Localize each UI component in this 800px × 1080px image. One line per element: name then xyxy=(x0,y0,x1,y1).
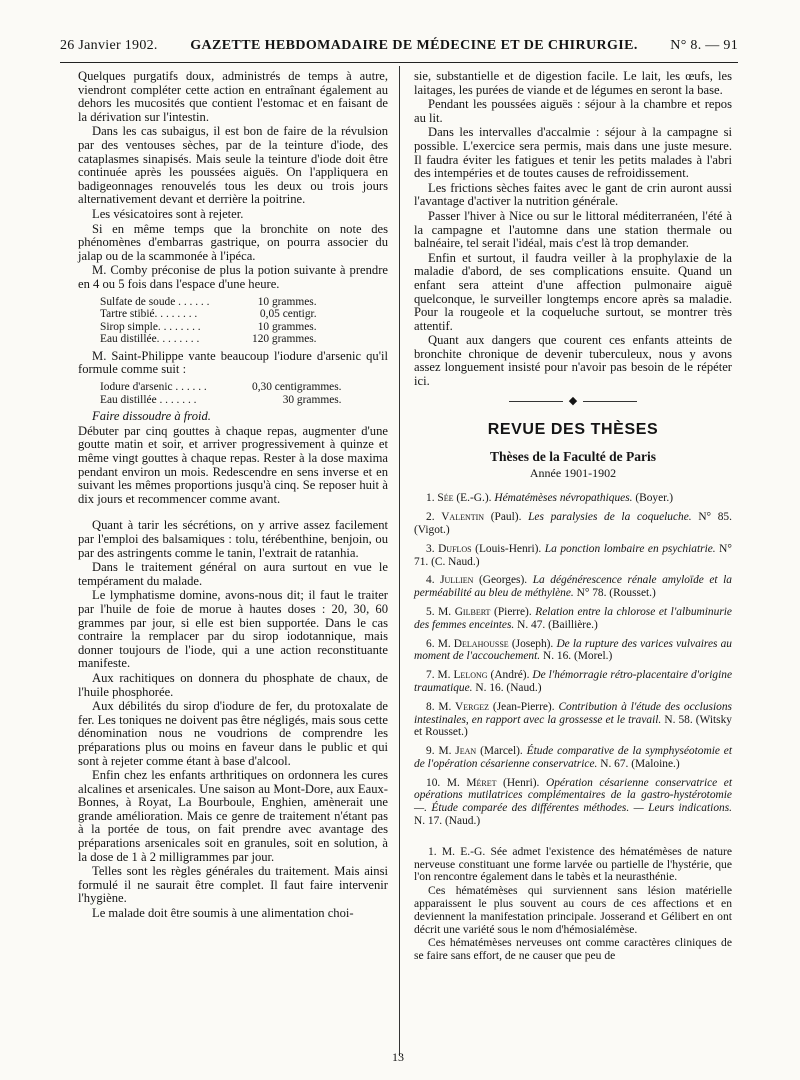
left-column xyxy=(78,70,388,922)
formula-drug: Iodure d'arsenic . . . . . . xyxy=(100,381,207,394)
thesis-author-first: (André). xyxy=(490,669,530,682)
thesis-author-first: (Louis-Henri). xyxy=(475,542,542,555)
thesis-author: Sée xyxy=(437,492,454,505)
paragraph: Quelques purgatifs doux, administrés de temps à autre, viendront compléter cette action en entraînant également au dehors les mucosités que contient l'estomac et en faisant de la dérivation sur l'intestin. xyxy=(78,69,388,124)
thesis-title: De l'hémorragie rétro-placentaire d'origine traumatique. xyxy=(414,669,733,694)
paragraph: Pendant les poussées aiguës : séjour à la chambre et repos au lit. xyxy=(414,97,732,125)
formula-qty: 120 grammes. xyxy=(252,333,317,346)
list-item xyxy=(414,492,732,505)
thesis-title: De la rupture des varices vulvaires au moment de l'accouchement. xyxy=(414,637,732,663)
running-header xyxy=(60,38,738,60)
ornament-line xyxy=(583,401,637,402)
thesis-title: La dégénérescence rénale amyloïde et la perméabilité au bleu de méthylène. xyxy=(414,574,732,600)
formula-row xyxy=(100,321,321,334)
list-item xyxy=(414,777,732,828)
thesis-number: 9. xyxy=(426,745,435,758)
formula-drug: Eau distillée. . . . . . . . xyxy=(100,333,200,346)
thesis-number: 8. xyxy=(426,700,435,713)
section-subtitle: Thèses de la Faculté de Paris xyxy=(489,449,657,465)
thesis-author: M. Gilbert xyxy=(438,605,491,618)
paragraph: M. Comby préconise de plus la potion suivante à prendre en 4 ou 5 fois dans l'espace d'une heure. xyxy=(78,263,388,291)
paragraph: Ces hématémèses qui surviennent sans lésion matérielle apparaissent le plus souvent au cours de ces affections et en deviennent la manifestation principale. Josserand et Gélibert en ont décrit une variété sous le nom d'hémosialémèse. xyxy=(414,884,732,936)
diamond-icon: ◆ xyxy=(568,394,578,407)
thesis-publisher: N. 16. (Morel.) xyxy=(542,650,613,663)
list-item xyxy=(414,511,732,537)
thesis-author: M. Lelong xyxy=(437,669,488,682)
paragraph: Les frictions sèches faites avec le gant de crin auront aussi l'avantage d'activer la nutrition générale. xyxy=(414,180,732,209)
thesis-author: Jullien xyxy=(440,574,474,587)
thesis-publisher: (Boyer.) xyxy=(635,492,673,505)
formula-drug: Tartre stibié. . . . . . . . xyxy=(100,308,198,321)
header-rule xyxy=(60,62,738,63)
paragraph: Aux rachitiques on donnera du phosphate de chaux, de l'huile phosphorée. xyxy=(78,670,388,699)
list-item xyxy=(414,574,732,600)
thesis-publisher: N. 17. (Naud.) xyxy=(414,815,481,828)
paragraph: Ces hématémèses nerveuses ont comme caractères cliniques de se faire sans effort, de ne causer que peu de xyxy=(414,936,732,963)
header-page-number: N° 8. — 91 xyxy=(670,38,738,53)
paragraph: Enfin chez les enfants arthritiques on ordonnera les cures alcalines et arsenicales. Une saison au Mont-Dore, aux Eaux-Bonnes, à Royat, La Bourboule, Enghien, amènerait une grande amélioration. Mais ce genre de traitement n'étant pas à la portée de tous, on fait prendre avec avantage des préparations arsenicales soit en granules, soit en solution, à la dose de 1 à 2 milligrammes par jour. xyxy=(78,768,388,864)
thesis-publisher: N° 85. (Vigot.) xyxy=(414,511,732,536)
formula-instruction: Faire dissoudre à froid. xyxy=(92,409,211,424)
thesis-title: Étude comparative de la symphyséotomie et de l'opération césarienne conservatrice. xyxy=(414,745,733,770)
header-date: 26 Janvier 1902. xyxy=(60,38,158,53)
formula-row xyxy=(100,296,321,309)
academic-year: Année 1901-1902 xyxy=(529,465,617,480)
thesis-author-first: (Joseph). xyxy=(511,637,554,650)
paragraph: Aux débilités du sirop d'iodure de fer, du protoxalate de fer. Les toniques ne doivent pas être négligés, mais sous cette dénomination nous ne voudrions de comprendre les préparations plus ou moins en faveur dans le public et qui sont à rejeter comme étant à base d'alcool. xyxy=(78,699,388,768)
column-divider xyxy=(399,66,400,1056)
right-column xyxy=(414,70,732,964)
formula-saint-philippe xyxy=(100,381,346,406)
thesis-author: M. Vergez xyxy=(438,700,490,713)
section-title: REVUE DES THÈSES xyxy=(487,420,659,438)
paragraph: Le lymphatisme domine, avons-nous dit; il faut le traiter par l'huile de foie de morue à hautes doses : 20, 30, 60 grammes par jour, si elle est bien supportée. Dans le cas contraire la remplacer par du sirop iodotannique, mais donner toujours de l'iode, qui a une action reconstituante manifeste. xyxy=(78,588,388,671)
paragraph: Le malade doit être soumis à une alimentation choi- xyxy=(92,906,354,921)
formula-qty: 10 grammes. xyxy=(257,320,317,333)
formula-drug: Eau distillée . . . . . . . xyxy=(100,393,197,406)
list-item xyxy=(414,669,732,695)
thesis-title: Contribution à l'étude des occlusions intestinales, en rapport avec la grossesse et le travail. xyxy=(414,700,732,726)
paragraph: Dans les intervalles d'accalmie : séjour à la campagne si possible. L'exercice sera permis, mais dans une juste mesure. Il faudra éviter les fatigues et tenir les petits malades à l'abri des intempéries et de toutes causes de refroidissement. xyxy=(414,125,732,181)
paragraph: Enfin et surtout, il faudra veiller à la prophylaxie de la maladie d'abord, de ses complications ensuite. Quand un enfant sera atteint d'une affection pulmonaire aiguë quelconque, le surveiller longtemps encore après sa maladie. Pour la rougeole et la coqueluche surtout, se montrer très attentif. xyxy=(414,250,732,333)
paragraph: Dans les cas subaigus, il est bon de faire de la révulsion par des ventouses sèches, par de la teinture d'iode, des cataplasmes sinapisés. Mais seule la teinture d'iode doit être continuée après les poussées aiguës. On l'appliquera en badigeonnages renouvelés tous les deux ou trois jours alternativement devant et derrière la poitrine. xyxy=(78,124,388,207)
thesis-author-first: (Jean-Pierre). xyxy=(492,700,555,713)
list-item xyxy=(414,701,732,739)
formula-qty: 10 grammes. xyxy=(257,295,317,308)
thesis-number: 7. xyxy=(426,669,435,682)
formula-drug: Sulfate de soude . . . . . . xyxy=(100,295,210,308)
paragraph: M. Saint-Philippe vante beaucoup l'iodure d'arsenic qu'il formule comme suit : xyxy=(78,348,388,377)
paragraph: 1. M. E.-G. Sée admet l'existence des hématémèses de nature nerveuse constituant une forme larvée ou partielle de l'hystérie, que l'on rencontre également dans le tabès et la neurasthénie. xyxy=(414,844,732,884)
formula-comby xyxy=(100,296,321,346)
thesis-publisher: N. 67. (Maloine.) xyxy=(600,757,680,770)
thesis-author: M. Méret xyxy=(446,776,497,789)
thesis-author: Duflos xyxy=(438,542,472,555)
thesis-publisher: N° 78. (Rousset.) xyxy=(576,587,656,600)
list-item xyxy=(414,606,732,632)
formula-qty: 0,30 centigrammes. xyxy=(252,381,342,394)
theses-list xyxy=(414,492,732,828)
paragraph: sie, substantielle et de digestion facile. Le lait, les œufs, les laitages, les purées de viande et de légumes en seront la base. xyxy=(414,69,732,97)
formula-drug: Sirop simple. . . . . . . . xyxy=(100,320,201,333)
thesis-author: M. Jean xyxy=(438,745,477,758)
thesis-title: Hématémèses névropathiques. xyxy=(494,492,633,505)
paragraph: Passer l'hiver à Nice ou sur le littoral méditerranéen, l'été à la campagne et l'automne dans une station thermale ou balnéaire, tel serait l'idéal, mais c'est là trop demander. xyxy=(414,208,732,251)
thesis-publisher: N. 47. (Baillière.) xyxy=(517,618,598,631)
thesis-number: 5. xyxy=(426,605,435,618)
section-ornament xyxy=(414,395,732,409)
paragraph: Dans le traitement général on aura surtout en vue le tempérament du malade. xyxy=(78,560,388,588)
formula-qty: 0,05 centigr. xyxy=(259,308,317,321)
formula-row xyxy=(100,333,321,346)
thesis-author-first: (Pierre). xyxy=(494,605,532,618)
thesis-author-first: (Henri). xyxy=(503,776,540,789)
thesis-number: 3. xyxy=(426,542,435,555)
thesis-title: La ponction lombaire en psychiatrie. xyxy=(544,542,716,555)
thesis-title: Relation entre la chlorose et l'albuminurie des femmes enceintes. xyxy=(414,605,732,631)
thesis-publisher: N. 58. (Witsky et Rousset.) xyxy=(414,713,732,739)
list-item xyxy=(414,745,732,771)
paragraph: Débuter par cinq gouttes à chaque repas, augmenter d'une goutte matin et soir, et arriver progressivement à quinze et même vingt gouttes à chaque repas. Rester à la dose maxima pendant environ un mois. Redescendre en sens inverse et en suivant les mêmes proportions jusqu'à cinq. Se reposer huit à dix jours et recommencer comme avant. xyxy=(78,423,388,506)
paragraph: Les vésicatoires sont à rejeter. xyxy=(92,206,244,221)
formula-row xyxy=(100,394,346,407)
thesis-title: Les paralysies de la coqueluche. xyxy=(528,511,692,524)
thesis-title: Opération césarienne conservatrice et opérations mutilatrices complémentaires de la gastro-hystérotomie —. Étude comparée des différentes méthodes. — Leurs indications. xyxy=(414,776,732,815)
formula-row xyxy=(100,381,346,394)
thesis-number: 10. xyxy=(426,776,441,789)
list-item xyxy=(414,543,732,569)
thesis-author-first: (E.-G.). xyxy=(456,492,492,505)
paragraph: Quant à tarir les sécrétions, on y arrive assez facilement par l'emploi des balsamiques : tolu, térébenthine, benjoin, ou par des astringents comme le tanin, l'extrait de ratanhia. xyxy=(78,518,388,560)
thesis-author: M. Delahousse xyxy=(437,637,509,650)
thesis-publisher: N° 71. (C. Naud.) xyxy=(414,542,732,568)
paragraph: Si en même temps que la bronchite on note des phénomènes d'embarras gastrique, on pourra associer du jalap ou de la scammonée à l'ipéca. xyxy=(78,221,388,263)
paragraph: Quant aux dangers que courent ces enfants atteints de bronchite chronique de devenir tuberculeux, nous y avons assez longuement insisté pour n'avoir pas besoin de le répéter ici. xyxy=(414,333,732,389)
formula-row xyxy=(100,308,321,321)
thesis-publisher: N. 16. (Naud.) xyxy=(475,681,542,694)
page-signature: 13 xyxy=(392,1050,404,1064)
formula-qty: 30 grammes. xyxy=(282,393,342,406)
thesis-number: 6. xyxy=(426,637,435,650)
thesis-number: 1. xyxy=(426,492,435,505)
thesis-author: Valentin xyxy=(441,511,485,524)
list-item xyxy=(414,638,732,664)
header-title: GAZETTE HEBDOMADAIRE DE MÉDECINE ET DE CHIRURGIE. xyxy=(190,38,638,53)
thesis-number: 4. xyxy=(426,574,435,587)
thesis-number: 2. xyxy=(426,511,435,524)
thesis-author-first: (Marcel). xyxy=(480,745,523,758)
ornament-line xyxy=(509,401,563,402)
paragraph: Telles sont les règles générales du traitement. Mais ainsi formulé il ne saurait être complet. Il faut faire intervenir l'hygiène. xyxy=(78,864,388,906)
thesis-author-first: (Georges). xyxy=(478,574,528,587)
thesis-author-first: (Paul). xyxy=(490,511,522,524)
